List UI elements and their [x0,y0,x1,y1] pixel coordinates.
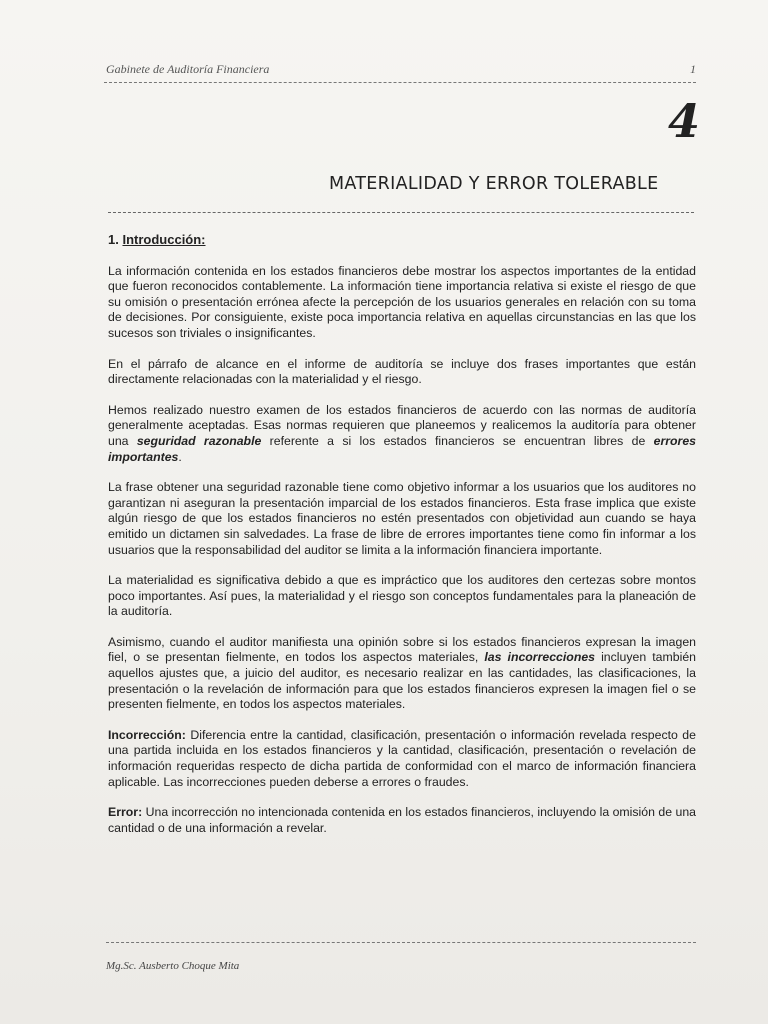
paragraph-5: La materialidad es significativa debido a que es impráctico que los auditores den certezas sobre montos poco importantes. Así pues, la materialidad y el riesgo son conceptos fundamentales para la planeación de la auditoría. [108,573,696,619]
paragraph-3-text: Hemos realizado nuestro examen de los estados financieros de acuerdo con las normas de auditoría generalmente aceptadas. Esas normas requieren que planeemos y realicemos la auditoría para obtener una [108,402,696,448]
emphasis-seguridad-razonable: seguridad razonable [136,433,262,448]
footer-divider [106,942,696,943]
paragraph-6-text: incluyen también aquellos ajustes que, a juicio del auditor, es necesario realizar en las cantidades, las clasificaciones, la presentación o la revelación de información para que los estados financieros expresen la imagen fiel o se presenten fielmente, en todos los aspectos materiales. [108,650,696,712]
term-incorreccion: Incorrección: [108,727,186,742]
paragraph-2: En el párrafo de alcance en el informe de auditoría se incluye dos frases importantes que están directamente relacionadas con la materialidad y el riesgo. [108,356,696,387]
definition-incorreccion [108,728,696,790]
chapter-title: MATERIALIDAD Y ERROR TOLERABLE [329,174,659,194]
emphasis-las-incorrecciones: las incorrecciones [484,650,596,665]
chapter-number: 4 [668,94,701,148]
paragraph-3-text: referente a si los estados financieros se encuentran libres de [261,433,654,448]
paragraph-3 [108,403,696,465]
section-number: 1. [108,232,119,247]
page-number: 1 [690,62,696,76]
running-title: Gabinete de Auditoría Financiera [106,62,270,76]
footer-author: Mg.Sc. Ausberto Choque Mita [106,960,240,972]
document-body [108,232,696,851]
header-divider [104,82,696,83]
paragraph-1: La información contenida en los estados financieros debe mostrar los aspectos importantes de la entidad que fueron reconocidos contablemente. La información tiene importancia relativa si existe el riesgo de que su omisión o presentación errónea afecte la percepción de los usuarios generales en relación con su toma de decisiones. Por consiguiente, existe poca importancia relativa en aquellas circunstancias en las que los sucesos son triviales o insignificantes. [108,263,696,340]
paragraph-3-end: . [178,449,182,464]
title-divider [108,212,694,213]
definition-text: Una incorrección no intencionada contenida en los estados financieros, incluyendo la omisión de una cantidad o de una información a revelar. [108,805,696,835]
paragraph-6-text: Asimismo, cuando el auditor manifiesta una opinión sobre si los estados financieros expresan la imagen fiel, o se presentan fielmente, en todos los aspectos materiales, [108,634,696,665]
term-error: Error: [108,805,143,820]
definition-text: Diferencia entre la cantidad, clasificación, presentación o información revelada respecto de una partida incluida en los estados financieros y la cantidad, clasificación, presentación o revelación de información requeridas respecto de dicha partida de conformidad con el marco de información financiera aplicable. Las incorrecciones pueden deberse a errores o fraudes. [108,727,696,789]
section-heading [108,232,696,248]
emphasis-errores-importantes: errores importantes [108,433,696,464]
section-title: Introducción: [122,232,206,247]
definition-error [108,805,696,836]
running-header [106,62,696,77]
paragraph-4: La frase obtener una seguridad razonable tiene como objetivo informar a los usuarios que los auditores no garantizan ni aseguran la presentación imparcial de los estados financieros. Esta frase implica que existe algún riesgo de que los estados financieros no estén presentados con objetividad aun cuando se haya emitido un dictamen sin salvedades. La frase de libre de errores importantes tiene como fin informar a los usuarios que la responsabilidad del auditor se limita a la información financiera importante. [108,480,696,557]
paragraph-6 [108,635,696,713]
